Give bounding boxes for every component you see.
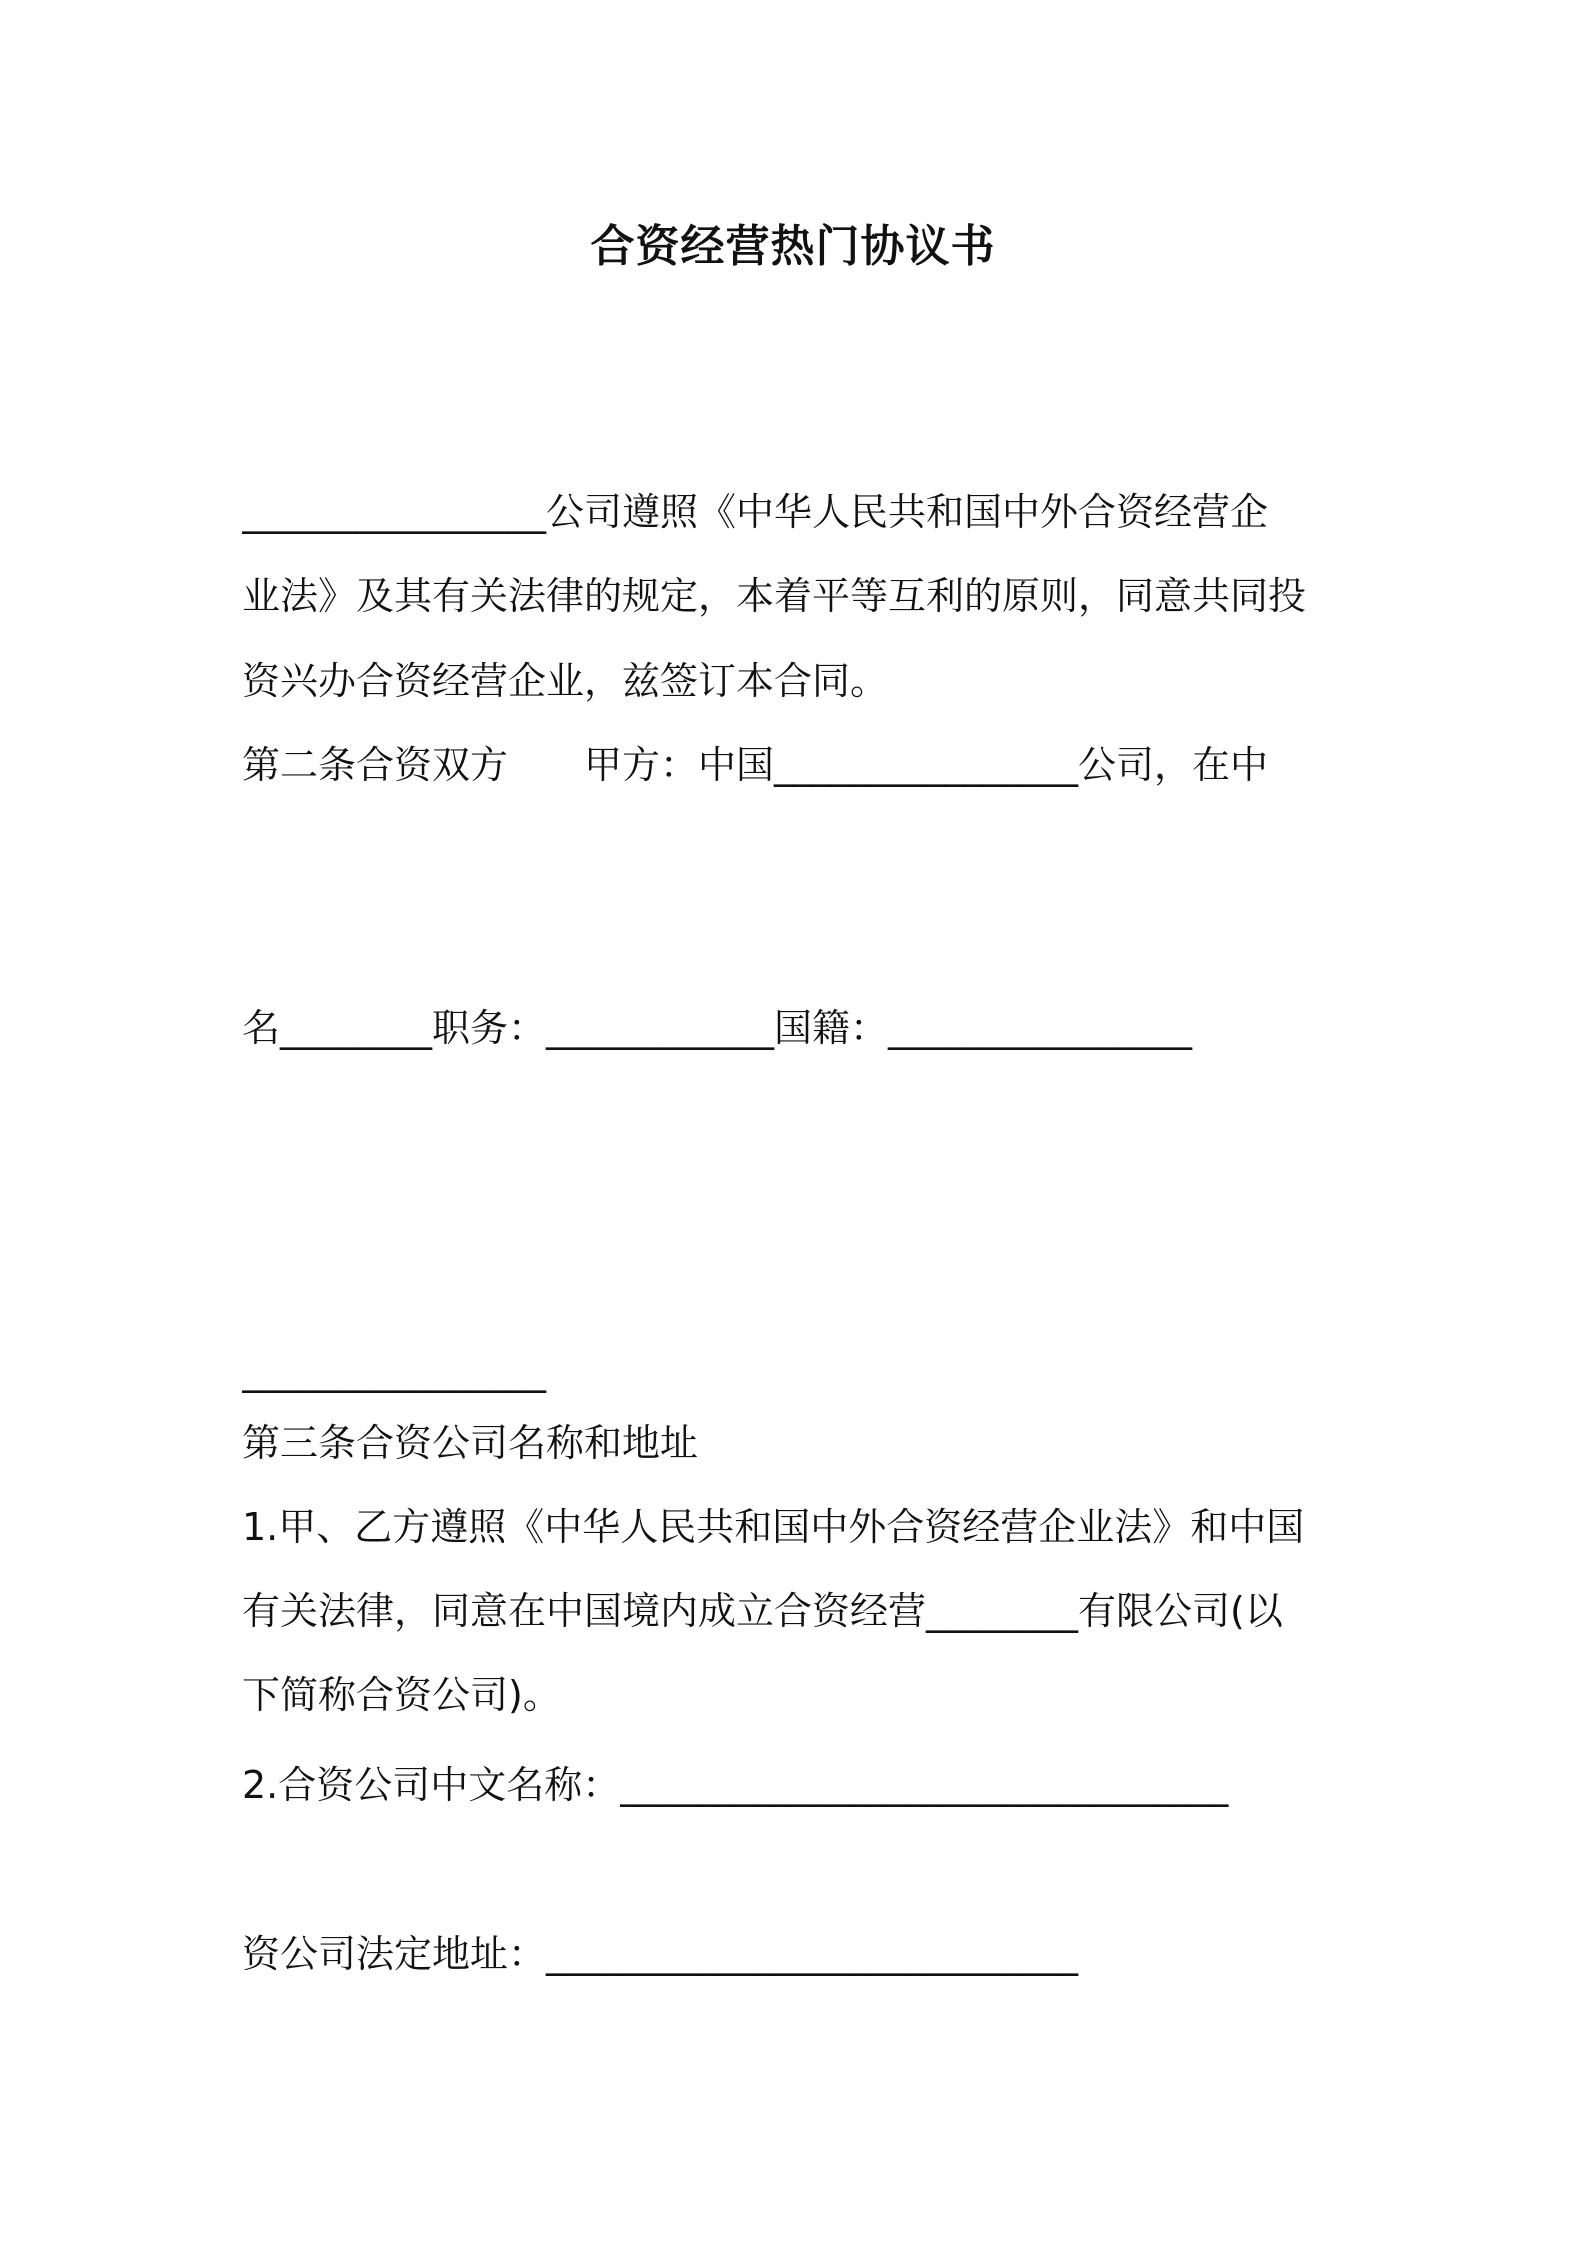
article-3-line-2: 有关法律，同意在中国境内成立合资经营________有限公司(以 (242, 1589, 1283, 1633)
document-title: 合资经营热门协议书 (590, 221, 996, 272)
article-1-line-4: 资兴办合资经营企业，兹签订本合同。 (242, 659, 889, 703)
article-3-line-3: 下简称合资公司)。 (242, 1673, 561, 1717)
article-3-heading: 第三条合资公司名称和地址 (242, 1421, 699, 1465)
article-3-line-1: 1.甲、乙方遵照《中华人民共和国中外合资经营企业法》和中国 (242, 1505, 1305, 1549)
article-2-line-8: ________________ (242, 1349, 546, 1393)
article-3-line-6: 资公司法定地址：____________________________ (242, 1932, 1079, 1976)
article-2-line-4: 名________职务：____________国籍：________________ (242, 1006, 1193, 1050)
article-2-line-1: 第二条合资双方 甲方：中国________________公司，在中 (242, 743, 1269, 787)
article-3-line-4: 2.合资公司中文名称：________________________________ (242, 1763, 1229, 1807)
article-1-line-2: ________________公司遵照《中华人民共和国中外合资经营企 (242, 490, 1269, 534)
article-1-line-3: 业法》及其有关法律的规定，本着平等互利的原则，同意共同投 (242, 574, 1307, 618)
